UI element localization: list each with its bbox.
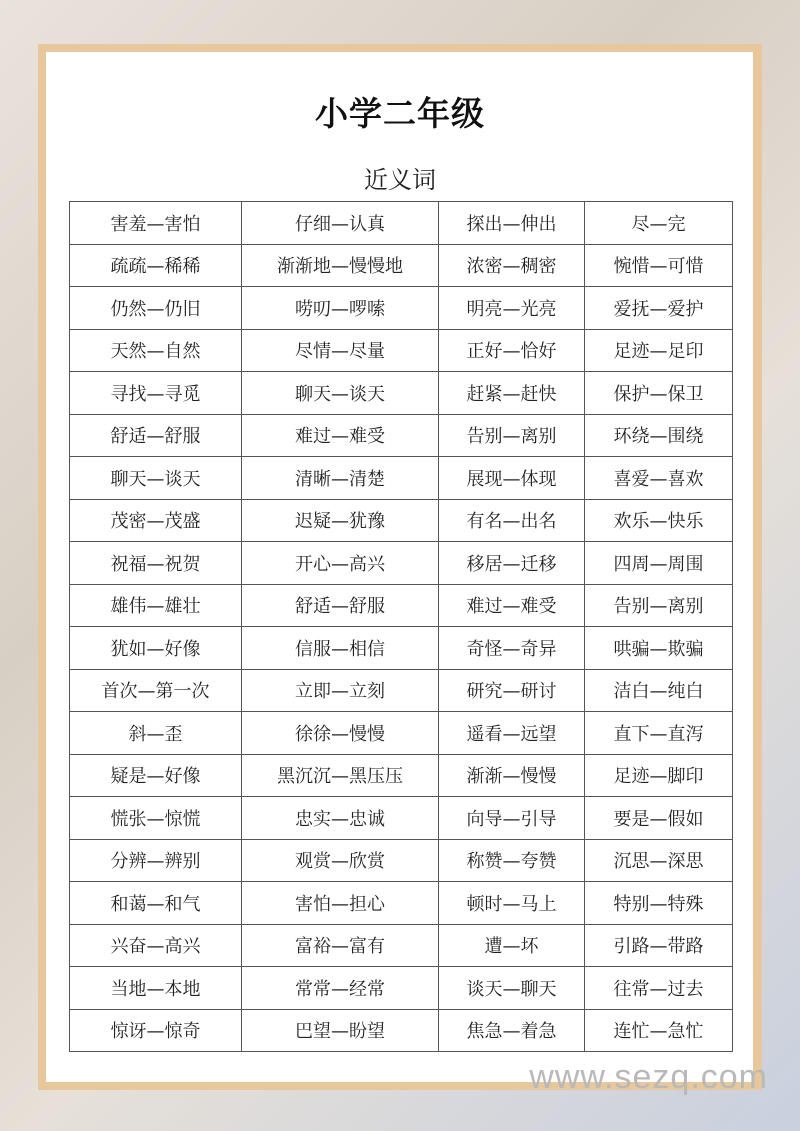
- synonym-cell: 忠实—忠诚: [242, 797, 439, 840]
- section-subtitle: 近义词: [364, 166, 436, 194]
- synonym-cell: 特别—特殊: [585, 882, 733, 925]
- synonym-cell: 哄骗—欺骗: [585, 627, 733, 670]
- synonym-cell: 足迹—脚印: [585, 754, 733, 797]
- synonym-cell: 迟疑—犹豫: [242, 499, 439, 542]
- synonym-cell: 正好—恰好: [439, 329, 585, 372]
- page-title: 小学二年级: [315, 94, 485, 133]
- synonym-cell: 保护—保卫: [585, 372, 733, 415]
- synonym-cell: 惋惜—可惜: [585, 244, 733, 287]
- synonym-cell: 明亮—光亮: [439, 287, 585, 330]
- synonym-cell: 和蔼—和气: [70, 882, 242, 925]
- synonym-cell: 开心—高兴: [242, 542, 439, 585]
- synonym-cell: 称赞—夸赞: [439, 839, 585, 882]
- synonym-cell: 连忙—急忙: [585, 1009, 733, 1052]
- synonym-cell: 祝福—祝贺: [70, 542, 242, 585]
- table-row: [70, 542, 733, 585]
- synonym-cell: 往常—过去: [585, 967, 733, 1010]
- table-row: [70, 457, 733, 500]
- watermark-text: www.sezq.com: [529, 1058, 768, 1096]
- synonym-cell: 难过—难受: [242, 414, 439, 457]
- synonym-cell: 直下—直泻: [585, 712, 733, 755]
- synonym-cell: 尽—完: [585, 202, 733, 245]
- synonym-cell: 舒适—舒服: [242, 584, 439, 627]
- table-row: [70, 584, 733, 627]
- synonym-cell: 舒适—舒服: [70, 414, 242, 457]
- table-row: [70, 372, 733, 415]
- table-row: [70, 499, 733, 542]
- synonym-cell: 徐徐—慢慢: [242, 712, 439, 755]
- table-row: [70, 967, 733, 1010]
- synonym-cell: 研究—研讨: [439, 669, 585, 712]
- synonym-cell: 巴望—盼望: [242, 1009, 439, 1052]
- synonym-table: [69, 201, 733, 1052]
- synonym-cell: 探出—伸出: [439, 202, 585, 245]
- synonym-cell: 立即—立刻: [242, 669, 439, 712]
- synonym-cell: 洁白—纯白: [585, 669, 733, 712]
- synonym-cell: 浓密—稠密: [439, 244, 585, 287]
- synonym-cell: 当地—本地: [70, 967, 242, 1010]
- synonym-cell: 要是—假如: [585, 797, 733, 840]
- synonym-cell: 展现—体现: [439, 457, 585, 500]
- synonym-cell: 遥看—远望: [439, 712, 585, 755]
- table-row: [70, 329, 733, 372]
- synonym-cell: 爱抚—爱护: [585, 287, 733, 330]
- synonym-table-body: [70, 202, 733, 1052]
- synonym-cell: 常常—经常: [242, 967, 439, 1010]
- synonym-cell: 信服—相信: [242, 627, 439, 670]
- synonym-cell: 赶紧—赶快: [439, 372, 585, 415]
- synonym-cell: 观赏—欣赏: [242, 839, 439, 882]
- synonym-cell: 告别—离别: [585, 584, 733, 627]
- table-row: [70, 414, 733, 457]
- table-row: [70, 882, 733, 925]
- table-row: [70, 1009, 733, 1052]
- synonym-cell: 沉思—深思: [585, 839, 733, 882]
- synonym-cell: 犹如—好像: [70, 627, 242, 670]
- table-row: [70, 712, 733, 755]
- synonym-cell: 惊讶—惊奇: [70, 1009, 242, 1052]
- synonym-cell: 兴奋—高兴: [70, 924, 242, 967]
- synonym-cell: 寻找—寻觅: [70, 372, 242, 415]
- synonym-cell: 害怕—担心: [242, 882, 439, 925]
- synonym-cell: 四周—周围: [585, 542, 733, 585]
- table-row: [70, 202, 733, 245]
- table-row: [70, 839, 733, 882]
- synonym-cell: 告别—离别: [439, 414, 585, 457]
- synonym-cell: 尽情—尽量: [242, 329, 439, 372]
- table-row: [70, 627, 733, 670]
- synonym-cell: 欢乐—快乐: [585, 499, 733, 542]
- synonym-cell: 喜爱—喜欢: [585, 457, 733, 500]
- synonym-cell: 聊天—谈天: [70, 457, 242, 500]
- synonym-cell: 仍然—仍旧: [70, 287, 242, 330]
- synonym-cell: 清晰—清楚: [242, 457, 439, 500]
- synonym-cell: 斜—歪: [70, 712, 242, 755]
- synonym-cell: 谈天—聊天: [439, 967, 585, 1010]
- synonym-cell: 有名—出名: [439, 499, 585, 542]
- synonym-cell: 奇怪—奇异: [439, 627, 585, 670]
- synonym-cell: 环绕—围绕: [585, 414, 733, 457]
- synonym-cell: 分辨—辨别: [70, 839, 242, 882]
- table-row: [70, 797, 733, 840]
- synonym-cell: 向导—引导: [439, 797, 585, 840]
- synonym-cell: 渐渐—慢慢: [439, 754, 585, 797]
- table-row: [70, 287, 733, 330]
- synonym-cell: 雄伟—雄壮: [70, 584, 242, 627]
- synonym-cell: 疏疏—稀稀: [70, 244, 242, 287]
- synonym-cell: 害羞—害怕: [70, 202, 242, 245]
- synonym-cell: 聊天—谈天: [242, 372, 439, 415]
- synonym-cell: 黑沉沉—黑压压: [242, 754, 439, 797]
- synonym-cell: 难过—难受: [439, 584, 585, 627]
- synonym-cell: 天然—自然: [70, 329, 242, 372]
- synonym-cell: 移居—迁移: [439, 542, 585, 585]
- synonym-cell: 富裕—富有: [242, 924, 439, 967]
- table-row: [70, 669, 733, 712]
- table-row: [70, 924, 733, 967]
- synonym-cell: 仔细—认真: [242, 202, 439, 245]
- synonym-cell: 唠叨—啰嗦: [242, 287, 439, 330]
- synonym-cell: 顿时—马上: [439, 882, 585, 925]
- synonym-cell: 遭—坏: [439, 924, 585, 967]
- table-row: [70, 754, 733, 797]
- synonym-cell: 引路—带路: [585, 924, 733, 967]
- synonym-cell: 渐渐地—慢慢地: [242, 244, 439, 287]
- synonym-cell: 慌张—惊慌: [70, 797, 242, 840]
- synonym-cell: 焦急—着急: [439, 1009, 585, 1052]
- synonym-cell: 疑是—好像: [70, 754, 242, 797]
- synonym-cell: 茂密—茂盛: [70, 499, 242, 542]
- synonym-cell: 足迹—足印: [585, 329, 733, 372]
- synonym-cell: 首次—第一次: [70, 669, 242, 712]
- table-row: [70, 244, 733, 287]
